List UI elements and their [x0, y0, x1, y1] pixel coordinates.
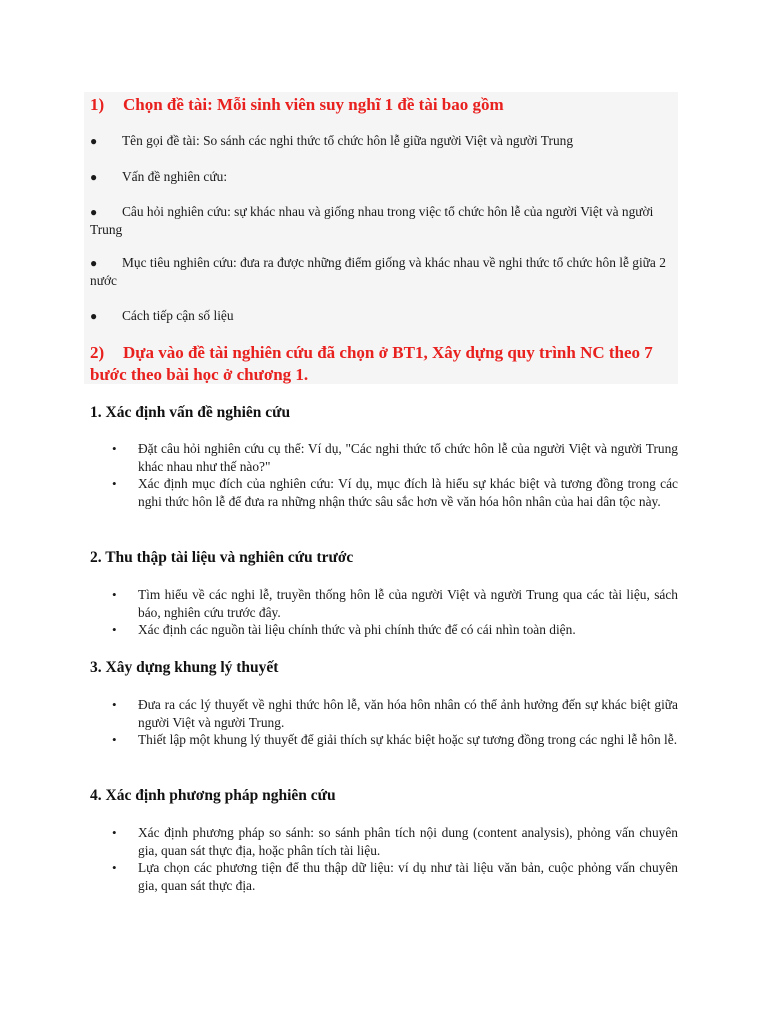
- section-1-item: ● Cách tiếp cận số liệu: [90, 308, 234, 323]
- section-1-item: ● Mục tiêu nghiên cứu: đưa ra được những điểm giống và khác nhau về nghi thức tổ chức hôn lễ giữa 2 nước: [90, 255, 666, 288]
- list-item: • Lựa chọn các phương tiện để thu thập dữ liệu: ví dụ như tài liệu văn bản, cuộc phỏng vấn chuyên gia, quan sát thực địa.: [90, 859, 678, 894]
- step-4-list: [90, 824, 678, 894]
- list-item: • Xác định phương pháp so sánh: so sánh phân tích nội dung (content analysis), phỏng vấn chuyên gia, quan sát thực địa, hoặc phân tích tài liệu.: [90, 824, 678, 859]
- section-2-number: 2): [90, 343, 105, 362]
- step-1-list: [90, 440, 678, 510]
- section-1-heading: [90, 94, 504, 116]
- list-item: • Thiết lập một khung lý thuyết để giải thích sự khác biệt hoặc sự tương đồng trong các nghi lễ hôn lễ.: [90, 731, 678, 749]
- section-1-item: ● Tên gọi đề tài: So sánh các nghi thức tổ chức hôn lễ giữa người Việt và người Trung: [90, 133, 574, 148]
- section-1-item: ● Câu hỏi nghiên cứu: sự khác nhau và giống nhau trong việc tổ chức hôn lễ của người Việt và người Trung: [90, 204, 654, 237]
- list-item: • Đưa ra các lý thuyết về nghi thức hôn lễ, văn hóa hôn nhân có thể ảnh hưởng đến sự khác biệt giữa người Việt và người Trung.: [90, 696, 678, 731]
- section-1-title: Chọn đề tài: Mỗi sinh viên suy nghĩ 1 đề tài bao gồm: [123, 95, 504, 114]
- bullet-icon: ●: [90, 170, 98, 184]
- section-1-number: 1): [90, 95, 105, 114]
- bullet-icon: ●: [90, 309, 98, 323]
- bullet-icon: ●: [90, 256, 98, 270]
- list-item: • Xác định các nguồn tài liệu chính thức và phi chính thức để có cái nhìn toàn diện.: [90, 621, 678, 639]
- step-4-heading: 4. Xác định phương pháp nghiên cứu: [90, 787, 336, 804]
- list-item: • Đặt câu hỏi nghiên cứu cụ thể: Ví dụ, "Các nghi thức tổ chức hôn lễ của người Việt và người Trung khác nhau như thế nào?": [90, 440, 678, 475]
- section-1-item: ● Vấn đề nghiên cứu:: [90, 169, 228, 184]
- section-2-title: Dựa vào đề tài nghiên cứu đã chọn ở BT1, Xây dựng quy trình NC theo 7 bước theo bài học ở chương 1.: [90, 343, 653, 384]
- step-2-list: [90, 586, 678, 639]
- section-2-heading: [90, 342, 680, 386]
- step-1-heading: 1. Xác định vấn đề nghiên cứu: [90, 404, 291, 421]
- bullet-icon: ●: [90, 134, 98, 148]
- bullet-icon: ●: [90, 205, 98, 219]
- list-item: • Tìm hiểu về các nghi lễ, truyền thống hôn lễ của người Việt và người Trung qua các tài liệu, sách báo, nghiên cứu trước đây.: [90, 586, 678, 621]
- step-3-list: [90, 696, 678, 749]
- list-item: • Xác định mục đích của nghiên cứu: Ví dụ, mục đích là hiểu sự khác biệt và tương đồng trong các nghi thức hôn lễ để đưa ra những nhận thức sâu sắc hơn về văn hóa hôn nhân của hai dân tộc này.: [90, 475, 678, 510]
- step-3-heading: 3. Xây dựng khung lý thuyết: [90, 659, 279, 676]
- step-2-heading: 2. Thu thập tài liệu và nghiên cứu trước: [90, 549, 354, 566]
